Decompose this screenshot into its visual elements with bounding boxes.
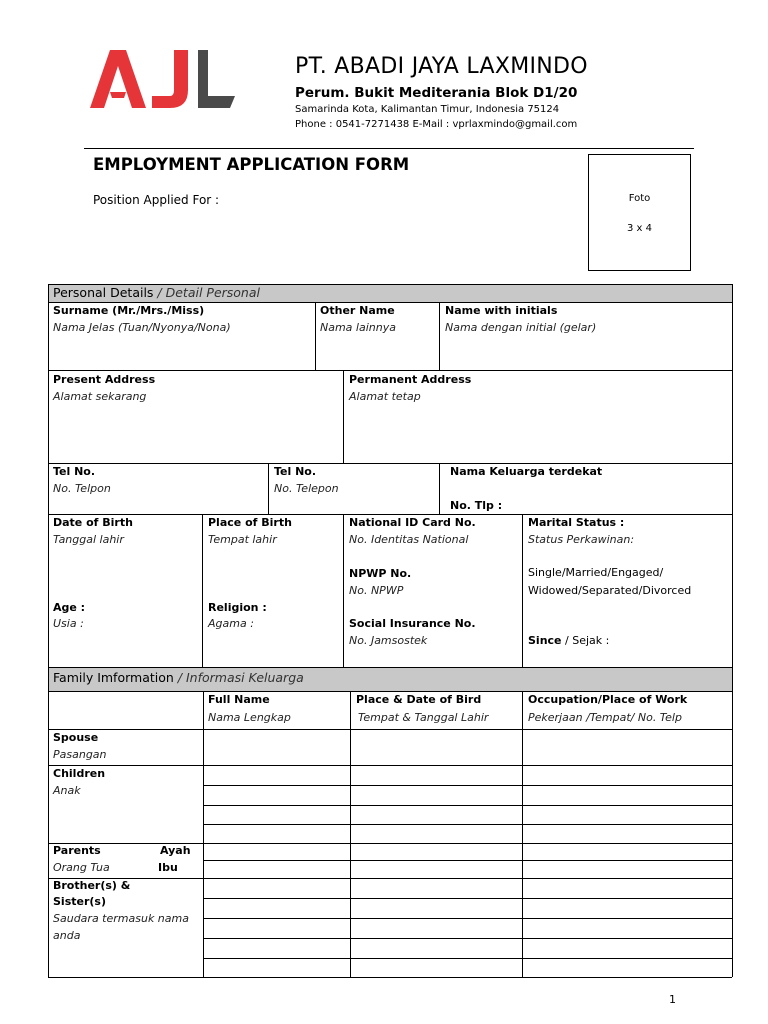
marital-options-2: Widowed/Separated/Divorced: [528, 584, 692, 597]
surname-sublabel: Nama Jelas (Tuan/Nyonya/Nona): [53, 321, 231, 334]
position-applied-field[interactable]: Position Applied For :: [93, 193, 220, 207]
other-name-label: Other Name: [320, 304, 395, 317]
tel-label-2: Tel No.: [274, 465, 317, 478]
religion-label: Religion :: [208, 601, 267, 614]
father-label: Ayah: [160, 844, 191, 857]
since-label: Since / Sejak :: [528, 634, 610, 647]
npwp-label: NPWP No.: [349, 567, 412, 580]
npwp-sublabel: No. NPWP: [349, 584, 404, 597]
nearest-family-tel-label: No. Tlp :: [450, 499, 503, 512]
header-divider: [84, 148, 694, 149]
parents-sublabel: Orang Tua: [53, 861, 110, 874]
company-logo: [90, 48, 235, 110]
nearest-family-label: Nama Keluarga terdekat: [450, 465, 603, 478]
religion-sublabel: Agama :: [208, 617, 254, 630]
dob-label: Date of Birth: [53, 516, 133, 529]
social-insurance-sublabel: No. Jamsostek: [349, 634, 428, 647]
dob-sublabel: Tanggal lahir: [53, 533, 124, 546]
surname-label: Surname (Mr./Mrs./Miss): [53, 304, 205, 317]
pob-sublabel: Tempat lahir: [208, 533, 277, 546]
permanent-address-sublabel: Alamat tetap: [349, 390, 421, 403]
siblings-sublabel-1: Saudara termasuk nama: [53, 912, 189, 925]
parents-label: Parents: [53, 844, 101, 857]
tel-sublabel-2: No. Telepon: [274, 482, 339, 495]
form-title: EMPLOYMENT APPLICATION FORM: [93, 155, 410, 174]
photo-size: 3 x 4: [627, 223, 652, 234]
mother-label: Ibu: [158, 861, 178, 874]
siblings-sublabel-2: anda: [53, 929, 81, 942]
logo-letter-a: [90, 50, 146, 108]
other-name-sublabel: Nama lainnya: [320, 321, 396, 334]
company-city: Samarinda Kota, Kalimantan Timur, Indonesia 75124: [295, 104, 560, 115]
personal-details-header: Personal Details / Detail Personal: [48, 284, 732, 302]
col-fullname-sublabel: Nama Lengkap: [208, 711, 291, 724]
photo-box[interactable]: [588, 154, 691, 271]
spouse-sublabel: Pasangan: [53, 748, 107, 761]
siblings-label-1: Brother(s) &: [53, 879, 131, 892]
col-pdob-sublabel: Tempat & Tanggal Lahir: [358, 711, 489, 724]
marital-sublabel: Status Perkawinan:: [528, 533, 635, 546]
family-information-header: Family Imformation / Informasi Keluarga: [48, 667, 732, 691]
spouse-label: Spouse: [53, 731, 99, 744]
national-id-sublabel: No. Identitas National: [349, 533, 469, 546]
social-insurance-label: Social Insurance No.: [349, 617, 476, 630]
logo-letter-l: [198, 50, 235, 108]
photo-label: Foto: [628, 193, 651, 204]
col-occupation-sublabel: Pekerjaan /Tempat/ No. Telp: [528, 711, 682, 724]
company-address: Perum. Bukit Mediterania Blok D1/20: [295, 85, 578, 101]
pob-label: Place of Birth: [208, 516, 292, 529]
national-id-label: National ID Card No.: [349, 516, 476, 529]
company-contact: Phone : 0541-7271438 E-Mail : vprlaxmindo@gmail.com: [295, 119, 578, 130]
age-label: Age :: [53, 601, 86, 614]
tel-label-1: Tel No.: [53, 465, 96, 478]
children-label: Children: [53, 767, 106, 780]
marital-label: Marital Status :: [528, 516, 625, 529]
present-address-sublabel: Alamat sekarang: [53, 390, 147, 403]
company-name: PT. ABADI JAYA LAXMINDO: [295, 54, 588, 79]
age-sublabel: Usia :: [53, 617, 84, 630]
permanent-address-label: Permanent Address: [349, 373, 472, 386]
logo-letter-j: [152, 50, 188, 108]
col-occupation-label: Occupation/Place of Work: [528, 693, 688, 706]
col-pdob-label: Place & Date of Bird: [356, 693, 482, 706]
siblings-label-2: Sister(s): [53, 895, 106, 908]
present-address-label: Present Address: [53, 373, 156, 386]
children-sublabel: Anak: [53, 784, 81, 797]
page-number: 1: [669, 993, 676, 1006]
initials-sublabel: Nama dengan initial (gelar): [445, 321, 597, 334]
marital-options-1: Single/Married/Engaged/: [528, 566, 664, 579]
tel-sublabel-1: No. Telpon: [53, 482, 111, 495]
col-fullname-label: Full Name: [208, 693, 270, 706]
initials-label: Name with initials: [445, 304, 558, 317]
